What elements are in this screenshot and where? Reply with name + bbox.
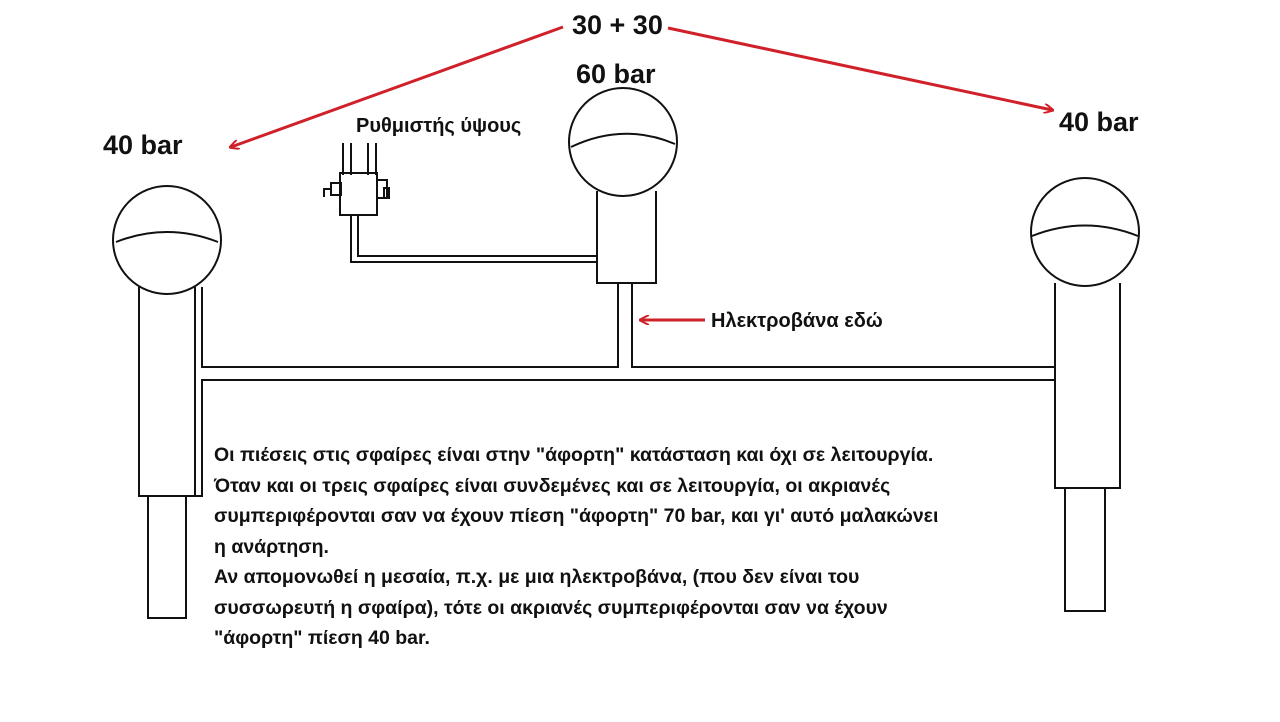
left-sphere <box>113 186 221 294</box>
note-line: συσσωρευτή η σφαίρα), τότε οι ακριανές συμπεριφέρονται σαν να έχουν <box>214 596 888 619</box>
solenoid-valve-label: Ηλεκτροβάνα εδώ <box>711 310 883 332</box>
left-pressure-label: 40 bar <box>103 130 183 160</box>
note-line: Όταν και οι τρεις σφαίρες είναι συνδεμένες και σε λειτουργία, οι ακριανές <box>214 474 891 497</box>
note-line: "άφορτη" πίεση 40 bar. <box>214 627 430 649</box>
left-piston-rod <box>148 496 186 618</box>
middle-sphere <box>569 88 677 196</box>
middle-pressure-label: 60 bar <box>576 59 656 89</box>
right-sphere <box>1031 178 1139 286</box>
top-sum-label: 30 + 30 <box>572 10 663 40</box>
regulator-pipe <box>351 215 597 262</box>
explanation-text <box>214 440 1074 654</box>
right-pressure-label: 40 bar <box>1059 107 1139 137</box>
note-line: συμπεριφέρονται σαν να έχουν πίεση "άφορτη" 70 bar, και γι' αυτό μαλακώνει <box>214 505 939 527</box>
middle-body <box>597 191 656 283</box>
note-line: Οι πιέσεις στις σφαίρες είναι στην "άφορτη" κατάσταση και όχι σε λειτουργία. <box>214 444 934 466</box>
note-line: Αν απομονωθεί η μεσαία, π.χ. με μια ηλεκτροβάνα, (που δεν είναι του <box>214 566 860 588</box>
height-regulator-label: Ρυθμιστής ύψους <box>356 115 522 137</box>
arrow-to-right-40bar <box>668 28 1052 110</box>
note-line: η ανάρτηση. <box>214 535 329 558</box>
height-regulator-valve <box>324 143 389 215</box>
